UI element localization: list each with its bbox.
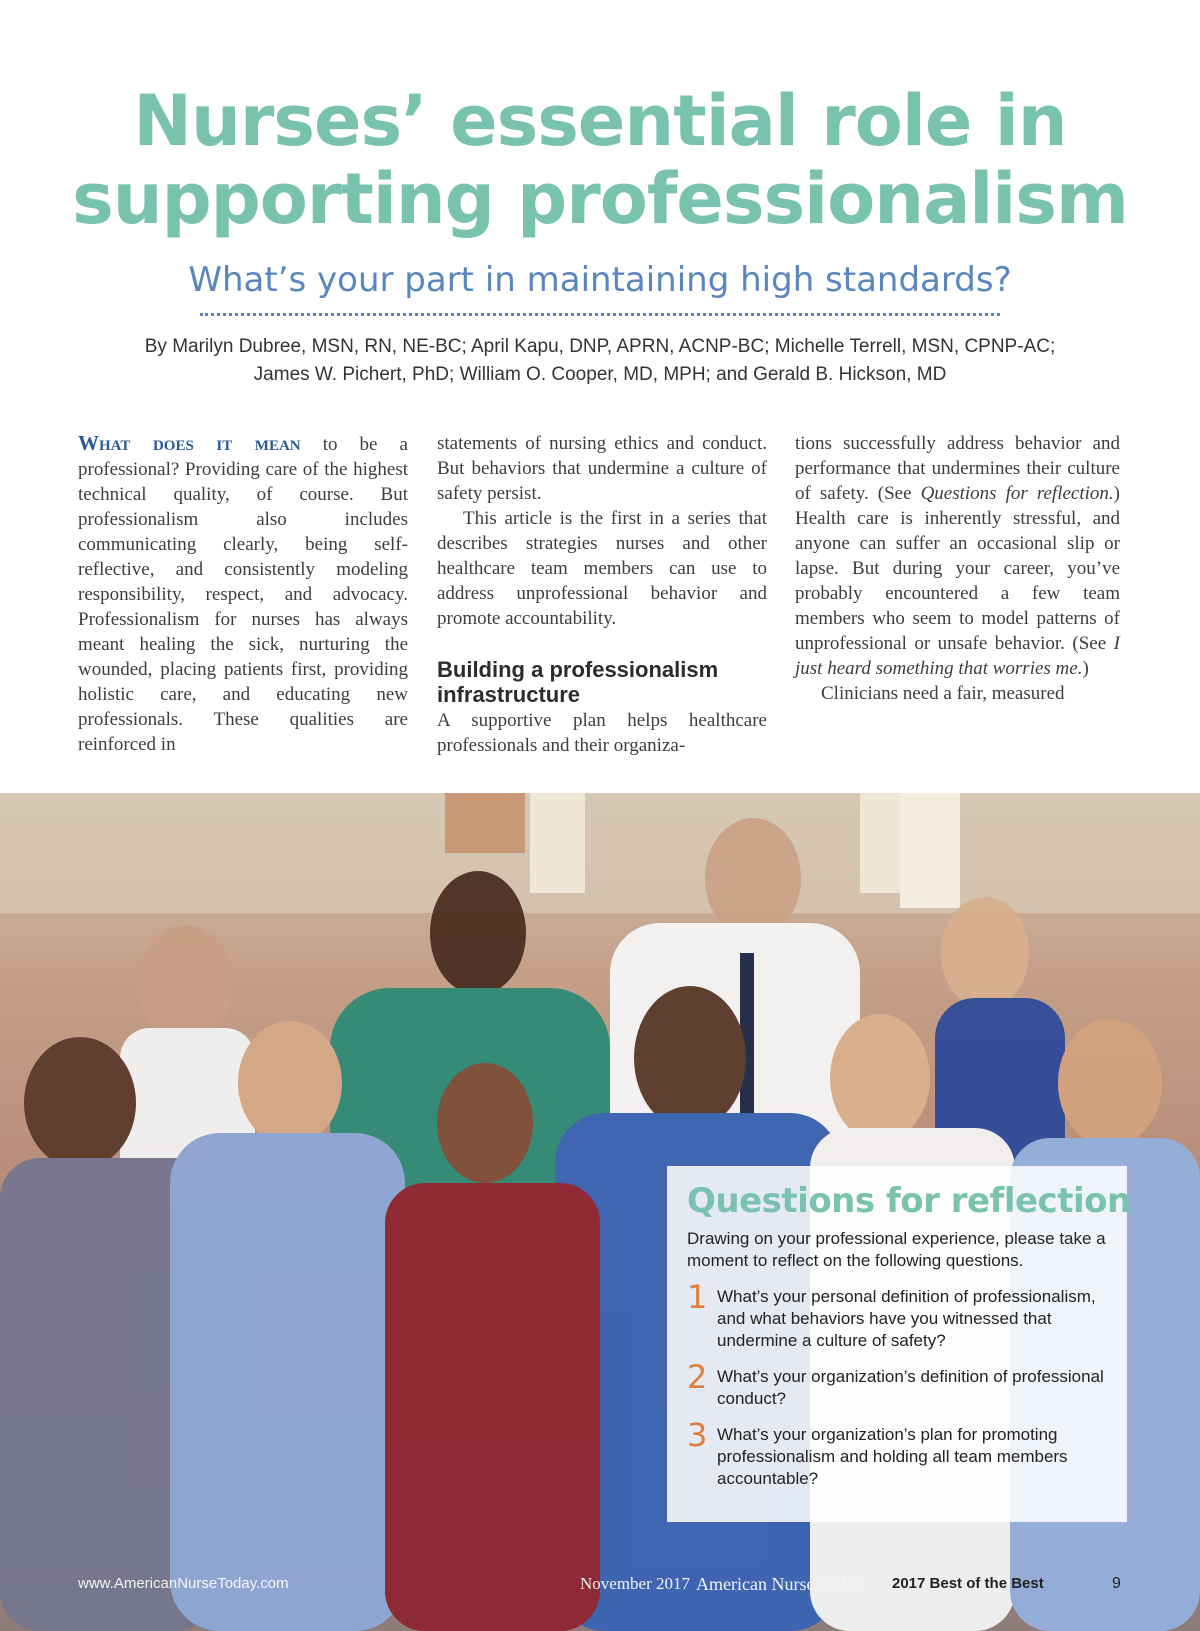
col2-paragraph-3: A supportive plan helps healthcare professionals and their organiza-: [437, 710, 767, 756]
reference-worries[interactable]: I just heard something that worries me.: [795, 633, 1120, 679]
page-number: 9: [1112, 1575, 1121, 1592]
intro-paragraph: [78, 431, 408, 757]
question-item: [687, 1278, 1107, 1352]
byline-line-1: By Marilyn Dubree, MSN, RN, NE-BC; April Kapu, DNP, APRN, ACNP-BC; Michelle Terrell, MSN, CPNP-AC;: [144, 336, 1056, 357]
sidebar-title: Questions for reflection: [687, 1181, 1131, 1221]
col3-text-a: tions successfully address behavior and performance that undermines their culture of safety. (See: [795, 433, 1120, 504]
col3-text-b: ) Health care is inherently stressful, and anyone can suffer an occasional slip or lapse. But during your career, you’ve probably encountered a few team members who seem to model patterns of unprofessional or unsafe behavior. (See: [795, 483, 1120, 654]
question-text: What’s your personal definition of professionalism, and what behaviors have you witnessed that undermine a culture of safety?: [717, 1287, 1096, 1350]
body-column-2: [437, 431, 767, 758]
footer-edition: 2017 Best of the Best: [892, 1575, 1044, 1592]
article-subtitle: What’s your part in maintaining high standards?: [188, 260, 1012, 300]
col1-text: to be a professional? Providing care of the highest technical quality, of course. But professionalism also includes communicating clearly, being self-reflective, and consistently modeling responsibility, respect, and advocacy. Professionalism for nurses has always meant healing the sick, nurturing the wounded, placing patients first, providing holistic care, and educating new professionals. These qualities are reinforced in: [78, 434, 408, 755]
footer-url[interactable]: www.AmericanNurseToday.com: [78, 1575, 289, 1592]
body-column-3: [795, 431, 1120, 706]
title-line-1: Nurses’ essential role in: [133, 80, 1067, 162]
col3-paragraph-2: Clinicians need a fair, measured: [821, 683, 1065, 704]
lead-in: What does it mean: [78, 431, 301, 455]
page-footer: [0, 1572, 1200, 1596]
body-column-1: [78, 431, 408, 757]
questions-sidebar: [667, 1166, 1131, 1522]
title-line-2: supporting professionalism: [72, 158, 1128, 240]
question-text: What’s your organization’s definition of professional conduct?: [717, 1367, 1104, 1408]
col2-paragraph-1: statements of nursing ethics and conduct. But behaviors that undermine a culture of safety persist.: [437, 433, 767, 504]
question-item: [687, 1358, 1107, 1410]
byline: [0, 333, 1200, 389]
col3-text-c: ): [1082, 658, 1089, 679]
reference-questions[interactable]: Questions for reflection.: [920, 483, 1114, 504]
question-number: 3: [687, 1416, 708, 1454]
section-heading: Building a professionalism infrastructure: [437, 657, 719, 707]
col3-paragraph-1: [795, 431, 1120, 681]
article-title: [0, 82, 1200, 238]
dotted-divider: [200, 313, 1000, 316]
byline-line-2: James W. Pichert, PhD; William O. Cooper, MD, MPH; and Gerald B. Hickson, MD: [253, 364, 947, 385]
footer-date: November 2017: [580, 1574, 691, 1593]
question-text: What’s your organization’s plan for promoting professionalism and holding all team members accountable?: [717, 1425, 1068, 1488]
question-number: 2: [687, 1358, 708, 1396]
question-item: [687, 1416, 1107, 1490]
question-number: 1: [687, 1278, 708, 1316]
footer-publication: American Nurse Today: [696, 1574, 864, 1594]
col2-paragraph-2: This article is the first in a series that describes strategies nurses and other healthcare team members can use to address unprofessional behavior and promote accountability.: [437, 508, 767, 629]
sidebar-intro: Drawing on your professional experience, please take a moment to reflect on the following questions.: [687, 1229, 1106, 1270]
